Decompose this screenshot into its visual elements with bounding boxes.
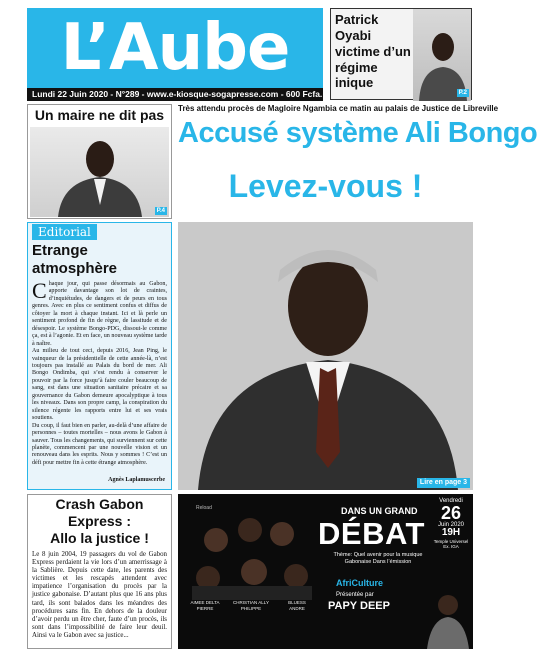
editorial-dropcap: C (32, 278, 47, 303)
teaser-top-right[interactable] (330, 8, 472, 100)
lead-subheadline[interactable]: Levez-vous ! (228, 168, 423, 204)
teaser-line-3: régime inique (335, 59, 378, 91)
teaser-top-right-text (335, 12, 415, 91)
advert-weekday: Vendredi (439, 498, 463, 504)
advert-brand: AfriCulture (336, 578, 383, 588)
teaser-line-1: Patrick Oyabi (335, 12, 379, 43)
portrait-photo-maire (30, 127, 169, 217)
advert-venue: Temple Universel Ex. IGA (433, 539, 469, 549)
editorial-headline[interactable]: Etrange atmosphère (32, 242, 118, 277)
lead-kicker: Très attendu procès de Magloire Ngambia ce matin au palais de Justice de Libreville (178, 104, 499, 113)
person-silhouette-icon (413, 9, 471, 101)
panelists-photo-icon (178, 494, 328, 649)
crash-headline[interactable] (28, 496, 171, 547)
masthead (27, 8, 323, 88)
panelist-name: CHRISTIAN ALLY (233, 600, 269, 605)
editorial-paragraph-2: Au milieu de tout ceci, depuis 2016, Jean Ping, le vainqueur de la présidentielle de cette année-là, n’est toujours pas installé au Palais du bord de mer. Ali Bongo Ondimba, qui s’est rendu à conserver le pouvoir par la force jusqu’à faire couler beaucoup de sang, est dans une situation sanitaire précaire et sa gouvernance du Gabon demeure apocalyptique à tous les niveaux. Dans son propre camp, la conspiration du silence régente les rapports entre lui et ses vrais soutiens. (32, 348, 167, 422)
editorial-tag: Editorial (32, 224, 97, 240)
advert-month-year: Juin 2020 (437, 522, 465, 528)
editorial-signature: Agnès Laplamuscerbe (108, 477, 165, 483)
teaser-line-2: victime d’un (335, 43, 411, 59)
panelist-name: ANDRE (289, 606, 305, 611)
teaser-maire-title: Un maire ne dit pas (34, 107, 165, 123)
advert-dans-un-grand: DANS UN GRAND (341, 506, 418, 516)
panelist-name: PHILIPPE (240, 606, 262, 611)
panelist-name: AIMEE DELTA (190, 600, 220, 605)
advert-theme: Thème: Quel avenir pour la musique Gabonaise Dans l’émission (333, 552, 423, 565)
advert-panelist-names (182, 600, 320, 611)
editorial-paragraph-3: Du coup, il faut bien en parler, au-delà d’une affaire de personnes – toutes mortelles – nous avons le Gabon à sauver. Tous les changements, qui surviennent sur cette planète, commencent par une nouvelle vision et un renouveau dans les esprits. Nous y sommes ! C’est un défi pour mettre fin à cette étrange atmosphère. (32, 422, 167, 466)
masthead-title: L’Aube (60, 11, 290, 85)
editorial-box (27, 222, 172, 490)
teaser-maire[interactable] (27, 104, 172, 219)
crash-headline-line-2: Allo la justice ! (50, 530, 149, 546)
dateline: Lundi 22 Juin 2020 - N°289 - www.e-kiosque-sogapresse.com - 600 Fcfa. (27, 88, 323, 101)
host-photo-icon (427, 587, 469, 649)
panelist-name: PIERRE (196, 606, 214, 611)
advert-presented-by: Présentée par (336, 592, 374, 598)
crash-body: Le 8 juin 2004, 19 passagers du vol de Gabon Express perdaient la vie lors d’un amerrissage à la Sablière. Depuis cette date, les parents des victimes et les rescapés attendent avec impatience l’organisation du procès par la justice gabonaise. D’autant plus que 16 ans plus tard, ils sont balados dans les méandres des procédures sans fin. En dehors de la douleur d’avoir perdu un être cher, faute d’un procès, ils sont dans l’impossibilité de faire leur deuil. Ainsi va le Gabon avec sa justice... (32, 551, 167, 639)
crash-headline-line-1: Crash Gabon Express : (55, 496, 144, 529)
advert-reload-label: Reload (196, 505, 212, 511)
lead-photo (178, 222, 473, 490)
panelist-name: BLUESS (288, 600, 306, 605)
advert-time: 19H (441, 527, 461, 538)
editorial-body (32, 278, 167, 467)
lead-headline[interactable]: Accusé système Ali Bongo (178, 117, 537, 149)
editorial-paragraph-1 (32, 278, 167, 348)
advert-host: PAPY DEEP (328, 600, 390, 612)
advert-day: 26 (440, 503, 462, 523)
lead-continue-link[interactable]: Lire en page 3 (417, 478, 470, 488)
crash-story (27, 494, 172, 649)
editorial-paragraph-1-text: haque jour, qui passe désormais au Gabon, apporte davantage son lot de craintes, d’inquiétudes, de dangers et de peurs en tous genres. Avec en plus ce sentiment confus et diffus de côtoyer la mort à chaque instant. Ici et là perle un sentiment profond de fin de règne, de lassitude et de désespoir. Le système Bongo-PDG, dissout-le comme ça, est à l’agonie. Et en face, un nouveau système tarde à naître. (32, 281, 167, 347)
portrait-photo-oyabi (413, 9, 471, 101)
person-photo-icon (178, 222, 473, 490)
teaser-maire-page: P.4 (156, 208, 165, 214)
person-silhouette-icon (30, 127, 169, 217)
advert-title: DÉBAT (318, 516, 425, 551)
advert-debat[interactable] (178, 494, 473, 649)
advert-date (432, 498, 470, 549)
teaser-top-right-page: P.2 (458, 90, 467, 96)
